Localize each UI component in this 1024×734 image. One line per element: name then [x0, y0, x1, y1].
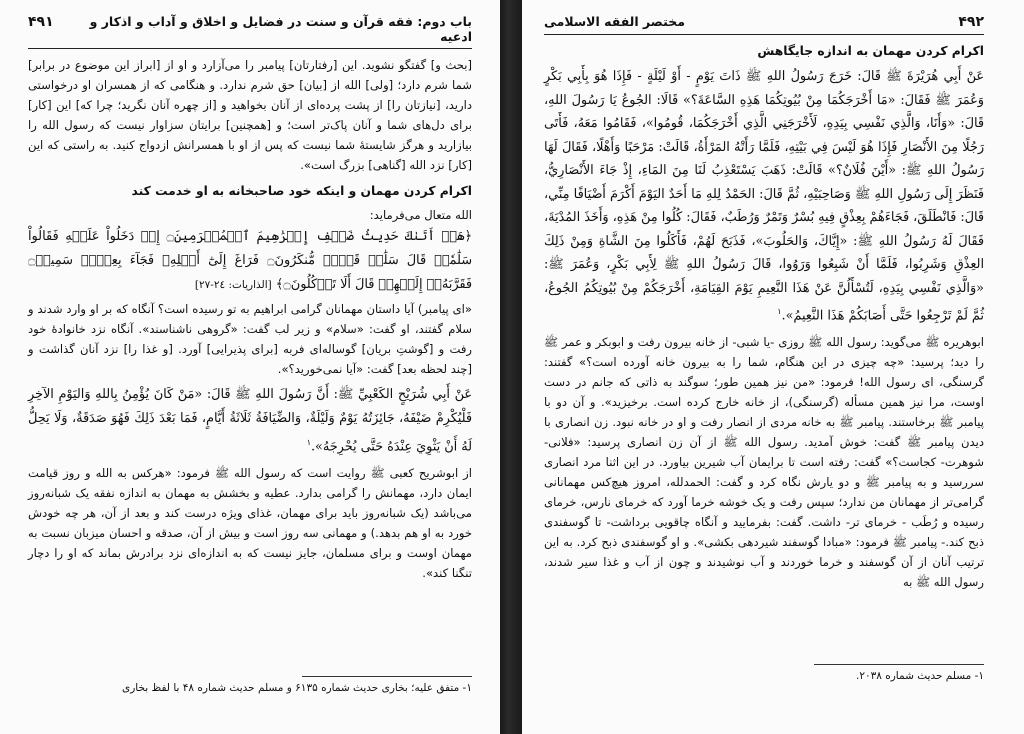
footnote-divider [814, 664, 984, 665]
page-number: ۴۹۲ [958, 14, 984, 30]
header-title: باب دوم: فقه قرآن و سنت در فضایل و اخلاق و آداب و اذکار و ادعیه [89, 14, 472, 44]
quran-reference: [الذاريات: ٢٤-٢٧] [194, 279, 272, 291]
header-title: مختصر الفقه الاسلامی [544, 14, 685, 29]
page-number: ۴۹۱ [28, 14, 54, 30]
section-heading: اکرام کردن مهمان به اندازه جایگاهش [757, 44, 984, 58]
right-page [522, 0, 1024, 734]
quran-text: ﴿هَلۡ أَتَىٰكَ حَدِيثُ ضَيۡفِ إِبۡرَٰهِيمَ ٱلۡمُكۡرَمِينَ۝ إِذۡ دَخَلُواْ عَلَيۡهِ فَقَالُواْ سَلَٰمٗاۖ قَالَ سَلَٰمٞ قَوۡمٞ مُّنكَرُونَ۝ فَرَاغَ إِلَىٰٓ أَهۡلِهِۦ فَجَآءَ بِعِجۡلٖ سَمِينٖ۝ فَقَرَّبَهُۥٓ إِلَيۡهِمۡ قَالَ أَلَا تَأۡكُلُونَ۝﴾ [28, 229, 472, 292]
verse-translation: «ای پیامبر) آیا داستان مهمانان گرامی ابراهیم به تو رسیده است؟ آنگاه که بر او وارد شدند و سلام گفتند، او گفت: «سلام» و زیر لب گفت: «گروهی ناشناسند». آنگاه نزد خانوادهٔ خود رفت و [گوشتِ بریان] گوساله‌ای فربه [برای پذیرایی] آورد. [و غذا را] نزد آنان گذاشت و [چند لحظه بعد] گفت: «آیا نمی‌خورید؟». [28, 302, 472, 376]
page-header [28, 14, 472, 49]
footnote: ١- متفق علیه؛ بخاری حدیث شماره ۶۱۳۵ و مسلم حدیث شماره ۴۸ با لفظ بخاری [121, 682, 472, 694]
page-header [544, 14, 984, 35]
hadith-arabic-text: عَنْ أَبِي هُرَيْرَةَ ﷺ قَالَ: خَرَجَ رَسُولُ اللهِ ﷺ ذَاتَ يَوْمٍ - أَوْ لَيْلَةٍ - فَإِذَا هُوَ بِأَبِي بَكْرٍ وَعُمَرَ ﷺ فَقَالَ: «مَا أَخْرَجَكُمَا مِنْ بُيُوتِكُمَا هَذِهِ السَّاعَةَ؟» قَالَا: الجُوعُ يَا رَسُولَ اللهِ، قَالَ: «وَأَنَا، وَالَّذِي نَفْسِي بِيَدِهِ، لَأَخْرَجَنِي الَّذِي أَخْرَجَكُمَا، قُومُوا»، فَقَامُوا مَعَهُ، فَأَتَى رَجُلًا مِنَ الأَنْصَارِ فَإِذَا هُوَ لَيْسَ فِي بَيْتِهِ، فَلَمَّا رَأَتْهُ المَرْأَةُ، قَالَتْ: مَرْحَبًا وَأَهْلًا، فَقَالَ لَهَا رَسُولُ اللهِ ﷺ: «أَيْنَ فُلَانٌ؟» قَالَتْ: ذَهَبَ يَسْتَعْذِبُ لَنَا مِنَ المَاءِ، إِذْ جَاءَ الأَنْصَارِيُّ، فَنَظَرَ إِلَى رَسُولِ اللهِ ﷺ وَصَاحِبَيْهِ، ثُمَّ قَالَ: الحَمْدُ لِلهِ مَا أَحَدٌ اليَوْمَ أَكْرَمَ أَضْيَافًا مِنِّي، قَالَ: فَانْطَلَقَ، فَجَاءَهُمْ بِعِذْقٍ فِيهِ بُسْرٌ وَتَمْرٌ وَرُطَبٌ، فَقَالَ: كُلُوا مِنْ هَذِهِ، وَأَخَذَ المُدْيَةَ، فَقَالَ لَهُ رَسُولُ اللهِ ﷺ: «إِيَّاكَ، وَالحَلُوبَ»، فَذَبَحَ لَهُمْ، فَأَكَلُوا مِنَ الشَّاةِ وَمِنْ ذَلِكَ العِذْقِ وَشَرِبُوا، فَلَمَّا أَنْ شَبِعُوا وَرَوُوا، قَالَ رَسُولُ اللهِ ﷺ لِأَبِي بَكْرٍ، وَعُمَرَ ﷺ: «وَالَّذِي نَفْسِي بِيَدِهِ، لَتُسْأَلُنَّ عَنْ هَذَا النَّعِيمِ يَوْمَ القِيَامَةِ، أَخْرَجَكُمْ مِنْ بُيُوتِكُمُ الجُوعُ، ثُمَّ لَمْ تَرْجِعُوا حَتَّى أَصَابَكُمْ هَذَا النَّعِيمُ». [544, 69, 984, 324]
hadith-translation: ابوهریره ﷺ می‌گوید: رسول الله ﷺ روزی -یا شبی- از خانه بیرون رفت و ابوبکر و عمر ﷺ را دید؛ پرسید: «چه چیزی در این هنگام، شما را به بیرون خانه آورده است؟» گفتند: گرسنگی، ای رسول الله! فرمود: «من نیز همین طور؛ سوگند به ذاتی که جانم در دست اوست، مرا نیز همین مسأله (گرسنگی)، از خانه خارج کرده است. برخیزید». و آن دو با پیامبر ﷺ برخاستند. پیامبر ﷺ به خانه مردی از انصار رفت و او در خانه نبود. زن انصاری با دیدن پیامبر ﷺ گفت: خوش آمدید. رسول الله ﷺ از آن زن انصاری پرسید: «فلانی- شوهرت- کجاست؟» گفت: رفته است تا برایمان آب شیرین بیاورد. در این اثنا مرد انصاری سررسید و به پیامبر ﷺ و دو یارش نگاه کرد و گفت: الحمدلله، امروز هیچ‌کس مهمانانی گرامی‌تر از مهمانان من ندارد؛ سپس رفت و یک خوشه خرما آورد که خرمای نارس، خرمای رسیده و رُطَب - خرمای تر- داشت. گفت: بفرمایید و آنگاه چاقویی برداشت- تا گوسفندی ذبح کند.- پیامبر ﷺ فرمود: «مبادا گوسفند شیردهی بکشی». و او گوسفندی ذبح کرد. به این ترتیب آنان از آن گوسفند و خرما خوردند و آب نوشیدند و چون از آب و غذا سیر شدند، رسول الله ﷺ به [544, 334, 984, 589]
section-heading: اکرام کردن مهمان و اینکه خود صاحبخانه به او خدمت کند [131, 184, 472, 198]
left-page [0, 0, 500, 734]
hadith-arabic: عَنْ أَبِي شُرَيْحٍ الكَعْبِيِّ ﷺ: أَنَّ رَسُولَ اللهِ ﷺ قَالَ: «مَنْ كَانَ يُؤْمِنُ بِاللهِ وَاليَوْمِ الآخِرِ فَلْيُكْرِمْ ضَيْفَهُ، جَائِزَتُهُ يَوْمٌ وَلَيْلَةٌ، وَالضِّيَافَةُ ثَلَاثَةُ أَيَّامٍ، فَمَا بَعْدَ ذَلِكَ فَهُوَ صَدَقَةٌ، وَلَا يَحِلُّ لَهُ أَنْ يَثْوِيَ عِنْدَهُ حَتَّى يُحْرِجَهُ».$^١$ [28, 387, 472, 455]
hadith-arabic: عَنْ أَبِي هُرَيْرَةَ ﷺ قَالَ: خَرَجَ رَسُولُ اللهِ ﷺ ذَاتَ يَوْمٍ - أَوْ لَيْلَةٍ - فَإِذَا هُوَ بِأَبِي بَكْرٍ وَعُمَرَ ﷺ فَقَالَ: «مَا أَخْرَجَكُمَا مِنْ بُيُوتِكُمَا هَذِهِ السَّاعَةَ؟» قَالَا: الجُوعُ يَا رَسُولَ اللهِ، قَالَ: «وَأَنَا، وَالَّذِي نَفْسِي بِيَدِهِ، لَأَخْرَجَنِي الَّذِي أَخْرَجَكُمَا، قُومُوا»، فَقَامُوا مَعَهُ، فَأَتَى رَجُلًا مِنَ الأَنْصَارِ فَإِذَا هُوَ لَيْسَ فِي بَيْتِهِ، فَلَمَّا رَأَتْهُ المَرْأَةُ، قَالَتْ: مَرْحَبًا وَأَهْلًا، فَقَالَ لَهَا رَسُولُ اللهِ ﷺ: «أَيْنَ فُلَانٌ؟» قَالَتْ: ذَهَبَ يَسْتَعْذِبُ لَنَا مِنَ المَاءِ، إِذْ جَاءَ الأَنْصَارِيُّ، فَنَظَرَ إِلَى رَسُولِ اللهِ ﷺ وَصَاحِبَيْهِ، ثُمَّ قَالَ: الحَمْدُ لِلهِ مَا أَحَدٌ اليَوْمَ أَكْرَمَ أَضْيَافًا مِنِّي، قَالَ: فَانْطَلَقَ، فَجَاءَهُمْ بِعِذْقٍ فِيهِ بُسْرٌ وَتَمْرٌ وَرُطَبٌ، فَقَالَ: كُلُوا مِنْ هَذِهِ، وَأَخَذَ المُدْيَةَ، فَقَالَ لَهُ رَسُولُ اللهِ ﷺ: «إِيَّاكَ، وَالحَلُوبَ»، فَذَبَحَ لَهُمْ، فَأَكَلُوا مِنَ الشَّاةِ وَمِنْ ذَلِكَ العِذْقِ وَشَرِبُوا، فَلَمَّا أَنْ شَبِعُوا وَرَوُوا، قَالَ رَسُولُ اللهِ ﷺ لِأَبِي بَكْرٍ، وَعُمَرَ ﷺ: «وَالَّذِي نَفْسِي بِيَدِهِ، لَتُسْأَلُنَّ عَنْ هَذَا النَّعِيمِ يَوْمَ القِيَامَةِ، أَخْرَجَكُمْ مِنْ بُيُوتِكُمُ الجُوعُ، ثُمَّ لَمْ تَرْجِعُوا حَتَّى أَصَابَكُمْ هَذَا النَّعِيمُ».$^١$ [544, 69, 984, 324]
hadith-arabic-text: عَنْ أَبِي شُرَيْحٍ الكَعْبِيِّ ﷺ: أَنَّ رَسُولَ اللهِ ﷺ قَالَ: «مَنْ كَانَ يُؤْمِنُ بِاللهِ وَاليَوْمِ الآخِرِ فَلْيُكْرِمْ ضَيْفَهُ، جَائِزَتُهُ يَوْمٌ وَلَيْلَةٌ، وَالضِّيَافَةُ ثَلَاثَةُ أَيَّامٍ، فَمَا بَعْدَ ذَلِكَ فَهُوَ صَدَقَةٌ، وَلَا يَحِلُّ لَهُ أَنْ يَثْوِيَ عِنْدَهُ حَتَّى يُحْرِجَهُ». [28, 387, 472, 455]
hadith-translation: از ابوشریح کعبی ﷺ روایت است که رسول الله ﷺ فرمود: «هرکس به الله و روز قیامت ایمان دارد، مهمانش را گرامی بدارد. عطیه و بخشش به مهمان به اندازه نفقه یک شبانه‌روز می‌باشد (یک شبانه‌روز باید برای مهمان، غذای ویژه درست کند و بعد از آن، هر چه خودش خورد به او هم بدهد.) و مهمانی سه روز است و بیش از آن، صدقه و احسان میزبان نسبت به مهمان اوست و برای مسلمان، جایز نیست که به اندازه‌ای نزد برادرش بماند که او را دچار تنگنا کند». [28, 466, 472, 581]
intro-text: الله متعال می‌فرماید: [369, 208, 472, 222]
quran-verse [28, 225, 472, 297]
page-body [544, 41, 984, 592]
paragraph: [بحث و] گفتگو نشوید. این [رفتارتان] پیامبر را می‌آزارد و او از [ابراز این موضوع در برابر] شما شرم دارد؛ [ولی] الله از [بیان] حق شرم ندارد. و هنگامی که از همسران او درخواستی دارید، [نیازتان را] از پشت پرده‌ای از آنان بخواهید و [از چهره آنان نگرید؛ چرا که] این [کار] برای دل‌های شما و آنان پاک‌تر است؛ و [همچنین] برایتان سزاوار نیست که رسول الله را بیازارید و هرگز شایستهٔ شما نیست که پس از او با همسرانش ازدواج کنید. به راستی که این [کار] نزد الله [گناهی] بزرگ است». [28, 58, 472, 172]
book-gutter [500, 0, 522, 734]
footnote: ١- مسلم حدیث شماره ۲۰۳۸. [855, 670, 984, 682]
footnote-divider [302, 676, 472, 677]
page-body [28, 55, 472, 583]
